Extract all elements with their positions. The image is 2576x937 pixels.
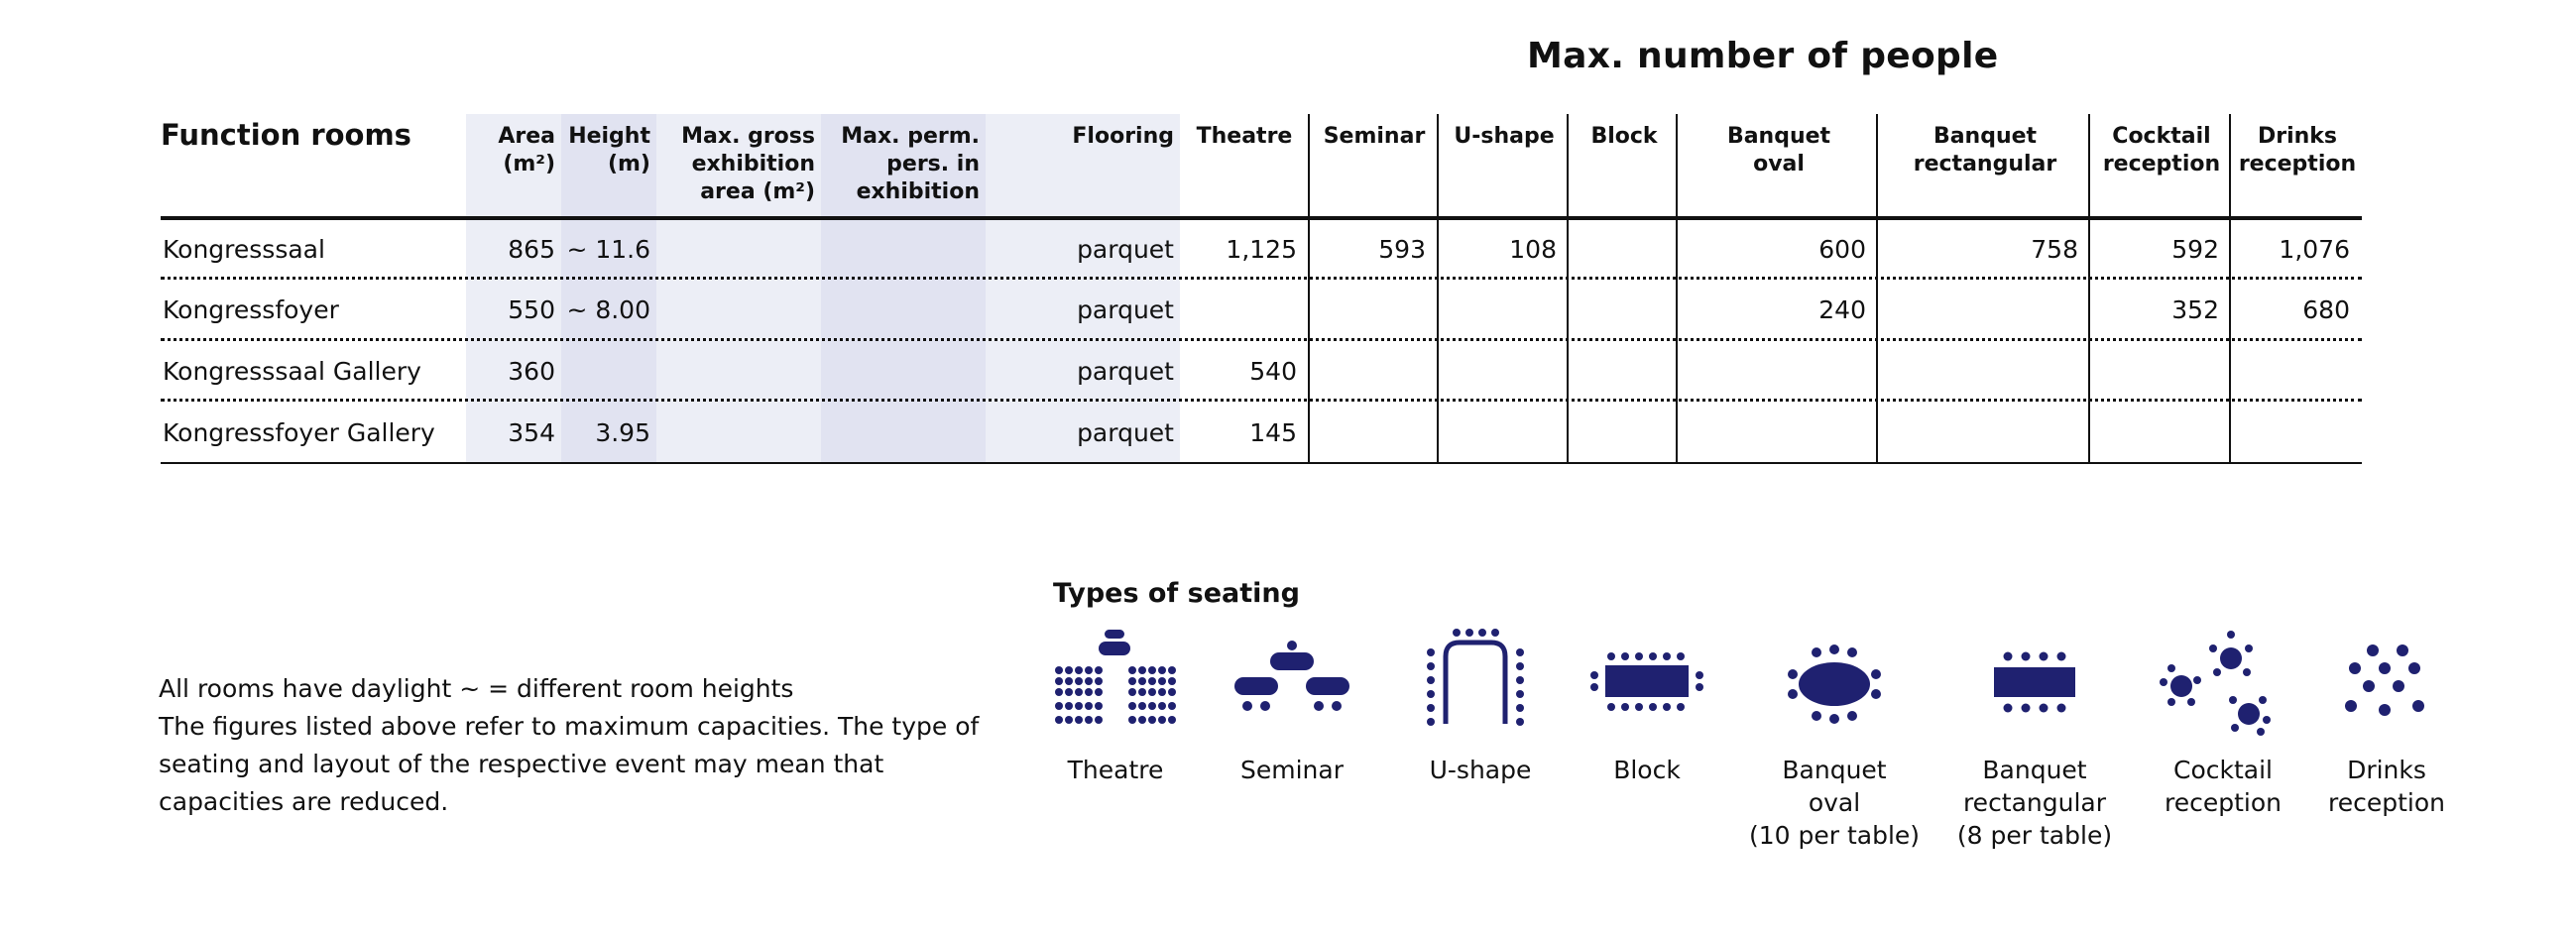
perm-persons-header: Max. perm. pers. in exhibition: [841, 124, 980, 204]
u-shape-label: U-shape: [1429, 756, 1532, 784]
function-rooms-header: Function rooms: [161, 118, 411, 152]
banquet-rectangular-icon: [1990, 651, 2079, 713]
u-shape-header: U-shape: [1454, 124, 1555, 149]
theatre-value: 145: [1249, 418, 1297, 447]
drinks-reception-icon: [2343, 644, 2426, 720]
block-header: Block: [1590, 124, 1658, 149]
drinks-value: 1,076: [2279, 235, 2350, 264]
flooring-value: parquet: [1077, 295, 1174, 324]
banquet-rectangular-label: Banquet rectangular (8 per table): [1956, 756, 2113, 850]
banquet-oval-value: 240: [1818, 295, 1866, 324]
banquet-rectangular-value: 758: [2031, 235, 2078, 264]
room-name: Kongressfoyer: [163, 295, 339, 324]
seminar-header: Seminar: [1323, 124, 1426, 149]
area-value: 360: [508, 357, 555, 386]
flooring-column-band: [986, 114, 1180, 464]
column-divider: [1676, 114, 1678, 463]
area-header: Area (m²): [498, 124, 555, 176]
cocktail-value: 592: [2171, 235, 2219, 264]
banquet-oval-value: 600: [1818, 235, 1866, 264]
row-separator: [161, 277, 2362, 280]
flooring-value: parquet: [1077, 418, 1174, 447]
note-capacities: The figures listed above refer to maximum capacities. The type of seating and layout of the respective event may mean that capacities are reduced.: [159, 712, 980, 816]
column-divider: [2229, 114, 2231, 463]
header-rule: [161, 216, 2362, 220]
cocktail-value: 352: [2171, 295, 2219, 324]
row-separator: [161, 338, 2362, 341]
gross-exhibition-header: Max. gross exhibition area (m²): [681, 124, 815, 204]
theatre-icon: [1053, 627, 1178, 731]
theatre-header: Theatre: [1196, 124, 1293, 149]
u-shape-icon: [1421, 627, 1530, 726]
drinks-value: 680: [2302, 295, 2350, 324]
types-of-seating-title: Types of seating: [1053, 578, 1300, 609]
room-name: Kongresssaal Gallery: [163, 357, 421, 386]
column-divider: [1308, 114, 1310, 463]
area-value: 354: [508, 418, 555, 447]
row-separator: [161, 399, 2362, 402]
banquet-oval-header: Banquet oval: [1726, 124, 1831, 176]
banquet-rectangular-header: Banquet rectangular: [1913, 124, 2057, 176]
drinks-reception-label: Drinks reception: [2328, 756, 2445, 817]
area-value: 865: [508, 235, 555, 264]
note-daylight: All rooms have daylight ~ = different room heights: [159, 674, 794, 703]
drinks-reception-header: Drinks reception: [2238, 124, 2357, 176]
block-icon: [1589, 651, 1704, 713]
column-divider: [1567, 114, 1569, 463]
height-value: ~ 11.6: [566, 235, 650, 264]
banquet-oval-label: Banquet oval (10 per table): [1748, 756, 1921, 850]
flooring-value: parquet: [1077, 357, 1174, 386]
max-people-title: Max. number of people: [1527, 36, 1999, 76]
theatre-label: Theatre: [1067, 756, 1164, 784]
height-value: 3.95: [595, 418, 650, 447]
flooring-header: Flooring: [1072, 124, 1174, 149]
seminar-icon: [1232, 640, 1351, 719]
area-value: 550: [508, 295, 555, 324]
height-header: Height (m): [568, 124, 650, 176]
column-divider: [2088, 114, 2090, 463]
table-bottom-rule: [161, 462, 2362, 464]
cocktail-reception-icon: [2158, 629, 2273, 736]
u-shape-value: 108: [1509, 235, 1557, 264]
room-name: Kongresssaal: [163, 235, 325, 264]
notes: [159, 670, 982, 821]
theatre-value: 1,125: [1226, 235, 1297, 264]
theatre-value: 540: [1249, 357, 1297, 386]
seminar-label: Seminar: [1240, 756, 1344, 784]
flooring-value: parquet: [1077, 235, 1174, 264]
seminar-value: 593: [1378, 235, 1426, 264]
column-divider: [1876, 114, 1878, 463]
height-value: ~ 8.00: [566, 295, 650, 324]
room-name: Kongressfoyer Gallery: [163, 418, 435, 447]
banquet-oval-icon: [1783, 644, 1886, 724]
column-divider: [1437, 114, 1439, 463]
block-label: Block: [1613, 756, 1681, 784]
cocktail-reception-header: Cocktail reception: [2102, 124, 2221, 176]
cocktail-reception-label: Cocktail reception: [2165, 756, 2282, 817]
